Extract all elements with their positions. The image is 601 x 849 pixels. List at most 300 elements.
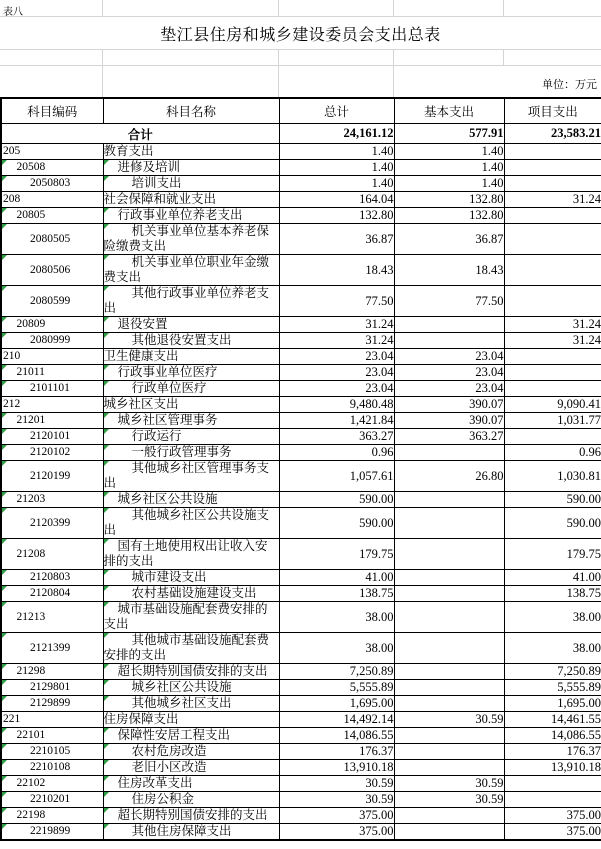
table-row bbox=[1, 824, 601, 841]
subject-code-cell: 2210105 bbox=[1, 744, 103, 760]
comment-flag-icon bbox=[104, 696, 109, 701]
subject-name-cell: 其他城市基础设施配套费安排的支出 bbox=[103, 633, 279, 664]
project-cell: 176.37 bbox=[504, 744, 601, 760]
gridline bbox=[102, 0, 103, 16]
comment-flag-icon bbox=[2, 208, 7, 213]
basic-cell: 30.59 bbox=[394, 712, 504, 728]
comment-flag-icon bbox=[2, 808, 7, 813]
comment-flag-icon bbox=[104, 461, 109, 466]
subject-code-cell: 21298 bbox=[1, 664, 103, 680]
comment-flag-icon bbox=[2, 680, 7, 685]
project-cell bbox=[504, 381, 601, 397]
subject-name-cell: 其他城乡社区支出 bbox=[103, 696, 279, 712]
table-row bbox=[1, 808, 601, 824]
basic-cell bbox=[394, 808, 504, 824]
basic-cell bbox=[394, 760, 504, 776]
total-cell: 1.40 bbox=[279, 160, 394, 176]
subject-code-cell: 20805 bbox=[1, 208, 103, 224]
table-row bbox=[1, 508, 601, 539]
subject-code-cell: 21213 bbox=[1, 602, 103, 633]
comment-flag-icon bbox=[2, 776, 7, 781]
basic-cell: 36.87 bbox=[394, 224, 504, 255]
subject-code-cell: 2080999 bbox=[1, 333, 103, 349]
subject-name-cell: 城乡社区公共设施 bbox=[103, 680, 279, 696]
total-cell: 363.27 bbox=[279, 429, 394, 445]
total-cell: 176.37 bbox=[279, 744, 394, 760]
project-cell: 375.00 bbox=[504, 808, 601, 824]
total-cell: 30.59 bbox=[279, 776, 394, 792]
total-cell: 13,910.18 bbox=[279, 760, 394, 776]
comment-flag-icon bbox=[2, 728, 7, 733]
project-cell: 1,030.81 bbox=[504, 461, 601, 492]
comment-flag-icon bbox=[2, 160, 7, 165]
basic-cell bbox=[394, 602, 504, 633]
subject-name-cell: 社会保障和就业支出 bbox=[103, 192, 279, 208]
comment-flag-icon bbox=[2, 381, 7, 386]
comment-flag-icon bbox=[104, 760, 109, 765]
table-row bbox=[1, 633, 601, 664]
comment-flag-icon bbox=[104, 365, 109, 370]
subject-name-cell: 行政单位医疗 bbox=[103, 381, 279, 397]
project-cell: 5,555.89 bbox=[504, 680, 601, 696]
subject-code-cell: 2120804 bbox=[1, 586, 103, 602]
project-cell bbox=[504, 144, 601, 160]
basic-cell bbox=[394, 570, 504, 586]
table-row bbox=[1, 728, 601, 744]
comment-flag-icon bbox=[2, 461, 7, 466]
gridline bbox=[278, 49, 279, 65]
basic-cell: 30.59 bbox=[394, 776, 504, 792]
comment-flag-icon bbox=[104, 808, 109, 813]
table-row bbox=[1, 208, 601, 224]
total-cell: 5,555.89 bbox=[279, 680, 394, 696]
basic-cell bbox=[394, 508, 504, 539]
project-cell bbox=[504, 349, 601, 365]
total-cell: 1,057.61 bbox=[279, 461, 394, 492]
table-row bbox=[1, 776, 601, 792]
project-cell: 7,250.89 bbox=[504, 664, 601, 680]
subject-name-cell: 国有土地使用权出让收入安排的支出 bbox=[103, 539, 279, 570]
subject-name-cell: 教育支出 bbox=[103, 144, 279, 160]
comment-flag-icon bbox=[2, 602, 7, 607]
total-cell: 0.96 bbox=[279, 445, 394, 461]
table-row bbox=[1, 333, 601, 349]
basic-cell: 132.80 bbox=[394, 192, 504, 208]
project-cell: 31.24 bbox=[504, 333, 601, 349]
subject-name-cell: 其他行政事业单位养老支出 bbox=[103, 286, 279, 317]
subject-code-cell: 212 bbox=[1, 397, 103, 413]
table-row bbox=[1, 160, 601, 176]
subject-code-cell: 21203 bbox=[1, 492, 103, 508]
basic-cell: 23.04 bbox=[394, 349, 504, 365]
project-cell bbox=[504, 776, 601, 792]
basic-cell: 1.40 bbox=[394, 176, 504, 192]
table-row bbox=[1, 461, 601, 492]
subject-name-cell: 超长期特别国债安排的支出 bbox=[103, 808, 279, 824]
project-cell bbox=[504, 286, 601, 317]
grand-total-cell: 24,161.12 bbox=[279, 124, 394, 144]
project-cell: 1,695.00 bbox=[504, 696, 601, 712]
total-cell: 23.04 bbox=[279, 365, 394, 381]
col-header-subject-code: 科目编码 bbox=[1, 98, 103, 124]
page-title: 垫江县住房和城乡建设委员会支出总表 bbox=[160, 27, 441, 44]
comment-flag-icon bbox=[104, 776, 109, 781]
table-row bbox=[1, 144, 601, 160]
basic-cell bbox=[394, 728, 504, 744]
col-header-project: 项目支出 bbox=[504, 98, 601, 124]
basic-cell bbox=[394, 744, 504, 760]
gridline bbox=[102, 65, 103, 97]
subject-name-cell: 培训支出 bbox=[103, 176, 279, 192]
comment-flag-icon bbox=[104, 824, 109, 829]
total-cell: 1,695.00 bbox=[279, 696, 394, 712]
basic-cell: 30.59 bbox=[394, 792, 504, 808]
table-body bbox=[1, 124, 601, 841]
subject-name-cell: 保障性安居工程支出 bbox=[103, 728, 279, 744]
total-cell: 1.40 bbox=[279, 176, 394, 192]
total-cell: 36.87 bbox=[279, 224, 394, 255]
subject-name-cell: 进修及培训 bbox=[103, 160, 279, 176]
comment-flag-icon bbox=[2, 445, 7, 450]
basic-cell bbox=[394, 680, 504, 696]
col-header-subject-name: 科目名称 bbox=[103, 98, 279, 124]
project-cell: 14,086.55 bbox=[504, 728, 601, 744]
subject-name-cell: 城乡社区管理事务 bbox=[103, 413, 279, 429]
table-row bbox=[1, 664, 601, 680]
project-cell bbox=[504, 208, 601, 224]
total-cell: 9,480.48 bbox=[279, 397, 394, 413]
subject-name-cell: 卫生健康支出 bbox=[103, 349, 279, 365]
table-number-label: 表八 bbox=[3, 7, 23, 18]
subject-name-cell: 住房保障支出 bbox=[103, 712, 279, 728]
comment-flag-icon bbox=[104, 586, 109, 591]
total-cell: 18.43 bbox=[279, 255, 394, 286]
basic-cell: 132.80 bbox=[394, 208, 504, 224]
total-cell: 31.24 bbox=[279, 317, 394, 333]
subject-code-cell: 20508 bbox=[1, 160, 103, 176]
basic-cell: 26.80 bbox=[394, 461, 504, 492]
total-cell: 14,492.14 bbox=[279, 712, 394, 728]
total-cell: 164.04 bbox=[279, 192, 394, 208]
total-cell: 590.00 bbox=[279, 508, 394, 539]
comment-flag-icon bbox=[2, 176, 7, 181]
gridline bbox=[0, 65, 601, 66]
comment-flag-icon bbox=[104, 680, 109, 685]
gridline bbox=[393, 0, 394, 16]
total-cell: 14,086.55 bbox=[279, 728, 394, 744]
project-cell: 179.75 bbox=[504, 539, 601, 570]
subject-name-cell: 其他城乡社区管理事务支出 bbox=[103, 461, 279, 492]
subject-name-cell: 退役安置 bbox=[103, 317, 279, 333]
project-cell bbox=[504, 792, 601, 808]
comment-flag-icon bbox=[2, 586, 7, 591]
comment-flag-icon bbox=[2, 333, 7, 338]
subject-name-cell: 一般行政管理事务 bbox=[103, 445, 279, 461]
subject-name-cell: 行政事业单位医疗 bbox=[103, 365, 279, 381]
project-cell: 13,910.18 bbox=[504, 760, 601, 776]
subject-code-cell: 2080506 bbox=[1, 255, 103, 286]
total-cell: 1.40 bbox=[279, 144, 394, 160]
subject-code-cell: 2050803 bbox=[1, 176, 103, 192]
subject-name-cell: 住房改革支出 bbox=[103, 776, 279, 792]
comment-flag-icon bbox=[2, 492, 7, 497]
total-cell: 23.04 bbox=[279, 349, 394, 365]
project-cell: 38.00 bbox=[504, 602, 601, 633]
comment-flag-icon bbox=[2, 365, 7, 370]
comment-flag-icon bbox=[104, 539, 109, 544]
comment-flag-icon bbox=[104, 413, 109, 418]
comment-flag-icon bbox=[2, 824, 7, 829]
comment-flag-icon bbox=[104, 633, 109, 638]
project-cell: 590.00 bbox=[504, 508, 601, 539]
comment-flag-icon bbox=[104, 744, 109, 749]
total-cell: 77.50 bbox=[279, 286, 394, 317]
subject-code-cell: 20809 bbox=[1, 317, 103, 333]
grand-basic-cell: 577.91 bbox=[394, 124, 504, 144]
gridline bbox=[503, 49, 504, 65]
comment-flag-icon bbox=[2, 760, 7, 765]
project-cell: 38.00 bbox=[504, 633, 601, 664]
comment-flag-icon bbox=[104, 208, 109, 213]
column-header-row bbox=[1, 98, 601, 124]
table-row bbox=[1, 255, 601, 286]
gridline bbox=[393, 65, 394, 97]
subject-name-cell: 老旧小区改造 bbox=[103, 760, 279, 776]
table-row bbox=[1, 586, 601, 602]
project-cell bbox=[504, 160, 601, 176]
table-row bbox=[1, 317, 601, 333]
subject-code-cell: 2121399 bbox=[1, 633, 103, 664]
table-row bbox=[1, 744, 601, 760]
subject-code-cell: 2210108 bbox=[1, 760, 103, 776]
basic-cell: 390.07 bbox=[394, 413, 504, 429]
table-row bbox=[1, 492, 601, 508]
total-cell: 31.24 bbox=[279, 333, 394, 349]
subject-name-cell: 其他城乡社区公共设施支出 bbox=[103, 508, 279, 539]
comment-flag-icon bbox=[104, 333, 109, 338]
subject-name-cell: 超长期特别国债安排的支出 bbox=[103, 664, 279, 680]
comment-flag-icon bbox=[2, 570, 7, 575]
total-cell: 179.75 bbox=[279, 539, 394, 570]
table-row bbox=[1, 696, 601, 712]
table-row bbox=[1, 413, 601, 429]
project-cell bbox=[504, 255, 601, 286]
total-cell: 1,421.84 bbox=[279, 413, 394, 429]
total-cell: 38.00 bbox=[279, 633, 394, 664]
table-row bbox=[1, 176, 601, 192]
subject-code-cell: 2120199 bbox=[1, 461, 103, 492]
comment-flag-icon bbox=[104, 664, 109, 669]
project-cell: 31.24 bbox=[504, 317, 601, 333]
comment-flag-icon bbox=[2, 633, 7, 638]
subject-code-cell: 208 bbox=[1, 192, 103, 208]
comment-flag-icon bbox=[104, 492, 109, 497]
total-cell: 41.00 bbox=[279, 570, 394, 586]
table-row bbox=[1, 712, 601, 728]
basic-cell: 390.07 bbox=[394, 397, 504, 413]
table-row bbox=[1, 539, 601, 570]
comment-flag-icon bbox=[104, 602, 109, 607]
comment-flag-icon bbox=[104, 792, 109, 797]
comment-flag-icon bbox=[2, 224, 7, 229]
project-cell bbox=[504, 224, 601, 255]
basic-cell bbox=[394, 539, 504, 570]
basic-cell: 1.40 bbox=[394, 144, 504, 160]
basic-cell bbox=[394, 633, 504, 664]
total-cell: 590.00 bbox=[279, 492, 394, 508]
table-row bbox=[1, 570, 601, 586]
subject-code-cell: 2101101 bbox=[1, 381, 103, 397]
expenditure-table bbox=[0, 97, 601, 841]
unit-label: 单位：万元 bbox=[542, 79, 597, 91]
comment-flag-icon bbox=[104, 317, 109, 322]
subject-name-cell: 其他退役安置支出 bbox=[103, 333, 279, 349]
comment-flag-icon bbox=[104, 429, 109, 434]
col-header-total: 总计 bbox=[279, 98, 394, 124]
subject-name-cell: 城乡社区公共设施 bbox=[103, 492, 279, 508]
comment-flag-icon bbox=[2, 508, 7, 513]
table-row bbox=[1, 760, 601, 776]
basic-cell bbox=[394, 445, 504, 461]
basic-cell bbox=[394, 696, 504, 712]
table-row bbox=[1, 429, 601, 445]
total-cell: 375.00 bbox=[279, 824, 394, 841]
subject-code-cell: 2120102 bbox=[1, 445, 103, 461]
table-row bbox=[1, 286, 601, 317]
gridline bbox=[503, 0, 504, 16]
table-row bbox=[1, 680, 601, 696]
comment-flag-icon bbox=[104, 160, 109, 165]
gridline bbox=[102, 49, 103, 65]
table-row bbox=[1, 224, 601, 255]
project-cell bbox=[504, 429, 601, 445]
gridline bbox=[278, 0, 279, 16]
subject-code-cell: 22101 bbox=[1, 728, 103, 744]
comment-flag-icon bbox=[104, 728, 109, 733]
basic-cell bbox=[394, 492, 504, 508]
total-cell: 7,250.89 bbox=[279, 664, 394, 680]
project-cell: 375.00 bbox=[504, 824, 601, 841]
subject-code-cell: 21201 bbox=[1, 413, 103, 429]
basic-cell bbox=[394, 317, 504, 333]
comment-flag-icon bbox=[2, 286, 7, 291]
subject-name-cell: 行政事业单位养老支出 bbox=[103, 208, 279, 224]
project-cell: 41.00 bbox=[504, 570, 601, 586]
subject-name-cell: 机关事业单位基本养老保险缴费支出 bbox=[103, 224, 279, 255]
comment-flag-icon bbox=[104, 224, 109, 229]
comment-flag-icon bbox=[104, 286, 109, 291]
comment-flag-icon bbox=[2, 744, 7, 749]
table-row bbox=[1, 349, 601, 365]
table-header-area bbox=[0, 0, 601, 97]
comment-flag-icon bbox=[104, 508, 109, 513]
total-cell: 38.00 bbox=[279, 602, 394, 633]
total-cell: 30.59 bbox=[279, 792, 394, 808]
gridline bbox=[393, 49, 394, 65]
subject-code-cell: 22102 bbox=[1, 776, 103, 792]
subject-code-cell: 221 bbox=[1, 712, 103, 728]
subject-name-cell: 农村危房改造 bbox=[103, 744, 279, 760]
basic-cell: 18.43 bbox=[394, 255, 504, 286]
comment-flag-icon bbox=[104, 445, 109, 450]
col-header-basic: 基本支出 bbox=[394, 98, 504, 124]
subject-code-cell: 2219899 bbox=[1, 824, 103, 841]
basic-cell: 1.40 bbox=[394, 160, 504, 176]
subject-name-cell: 机关事业单位职业年金缴费支出 bbox=[103, 255, 279, 286]
basic-cell bbox=[394, 586, 504, 602]
project-cell bbox=[504, 365, 601, 381]
subject-code-cell: 21208 bbox=[1, 539, 103, 570]
basic-cell bbox=[394, 333, 504, 349]
gridline bbox=[278, 65, 279, 97]
comment-flag-icon bbox=[104, 570, 109, 575]
subject-code-cell: 2129801 bbox=[1, 680, 103, 696]
subject-name-cell: 其他住房保障支出 bbox=[103, 824, 279, 841]
table-row bbox=[1, 445, 601, 461]
subject-code-cell: 210 bbox=[1, 349, 103, 365]
basic-cell: 363.27 bbox=[394, 429, 504, 445]
table-row bbox=[1, 792, 601, 808]
total-cell: 23.04 bbox=[279, 381, 394, 397]
project-cell: 590.00 bbox=[504, 492, 601, 508]
subject-name-cell: 城市基础设施配套费安排的支出 bbox=[103, 602, 279, 633]
table-row bbox=[1, 602, 601, 633]
comment-flag-icon bbox=[2, 696, 7, 701]
subject-code-cell: 2120803 bbox=[1, 570, 103, 586]
comment-flag-icon bbox=[2, 317, 7, 322]
subject-name-cell: 行政运行 bbox=[103, 429, 279, 445]
table-row bbox=[1, 365, 601, 381]
subject-code-cell: 2080599 bbox=[1, 286, 103, 317]
project-cell: 1,031.77 bbox=[504, 413, 601, 429]
grand-project-cell: 23,583.21 bbox=[504, 124, 601, 144]
table-row bbox=[1, 397, 601, 413]
basic-cell: 23.04 bbox=[394, 381, 504, 397]
total-cell: 138.75 bbox=[279, 586, 394, 602]
comment-flag-icon bbox=[104, 176, 109, 181]
subject-code-cell: 2129899 bbox=[1, 696, 103, 712]
comment-flag-icon bbox=[2, 429, 7, 434]
comment-flag-icon bbox=[104, 381, 109, 386]
project-cell: 0.96 bbox=[504, 445, 601, 461]
comment-flag-icon bbox=[2, 413, 7, 418]
table-row bbox=[1, 381, 601, 397]
subject-name-cell: 农村基础设施建设支出 bbox=[103, 586, 279, 602]
basic-cell bbox=[394, 824, 504, 841]
comment-flag-icon bbox=[2, 792, 7, 797]
subject-code-cell: 21011 bbox=[1, 365, 103, 381]
project-cell: 14,461.55 bbox=[504, 712, 601, 728]
subject-code-cell: 2120101 bbox=[1, 429, 103, 445]
basic-cell: 77.50 bbox=[394, 286, 504, 317]
comment-flag-icon bbox=[104, 255, 109, 260]
subject-code-cell: 2080505 bbox=[1, 224, 103, 255]
table-row bbox=[1, 192, 601, 208]
project-cell bbox=[504, 176, 601, 192]
project-cell: 138.75 bbox=[504, 586, 601, 602]
basic-cell: 23.04 bbox=[394, 365, 504, 381]
total-cell: 375.00 bbox=[279, 808, 394, 824]
basic-cell bbox=[394, 664, 504, 680]
subject-code-cell: 2210201 bbox=[1, 792, 103, 808]
project-cell: 9,090.41 bbox=[504, 397, 601, 413]
comment-flag-icon bbox=[2, 255, 7, 260]
grand-total-row bbox=[1, 124, 601, 144]
total-cell: 132.80 bbox=[279, 208, 394, 224]
project-cell: 31.24 bbox=[504, 192, 601, 208]
comment-flag-icon bbox=[2, 664, 7, 669]
subject-code-cell: 205 bbox=[1, 144, 103, 160]
